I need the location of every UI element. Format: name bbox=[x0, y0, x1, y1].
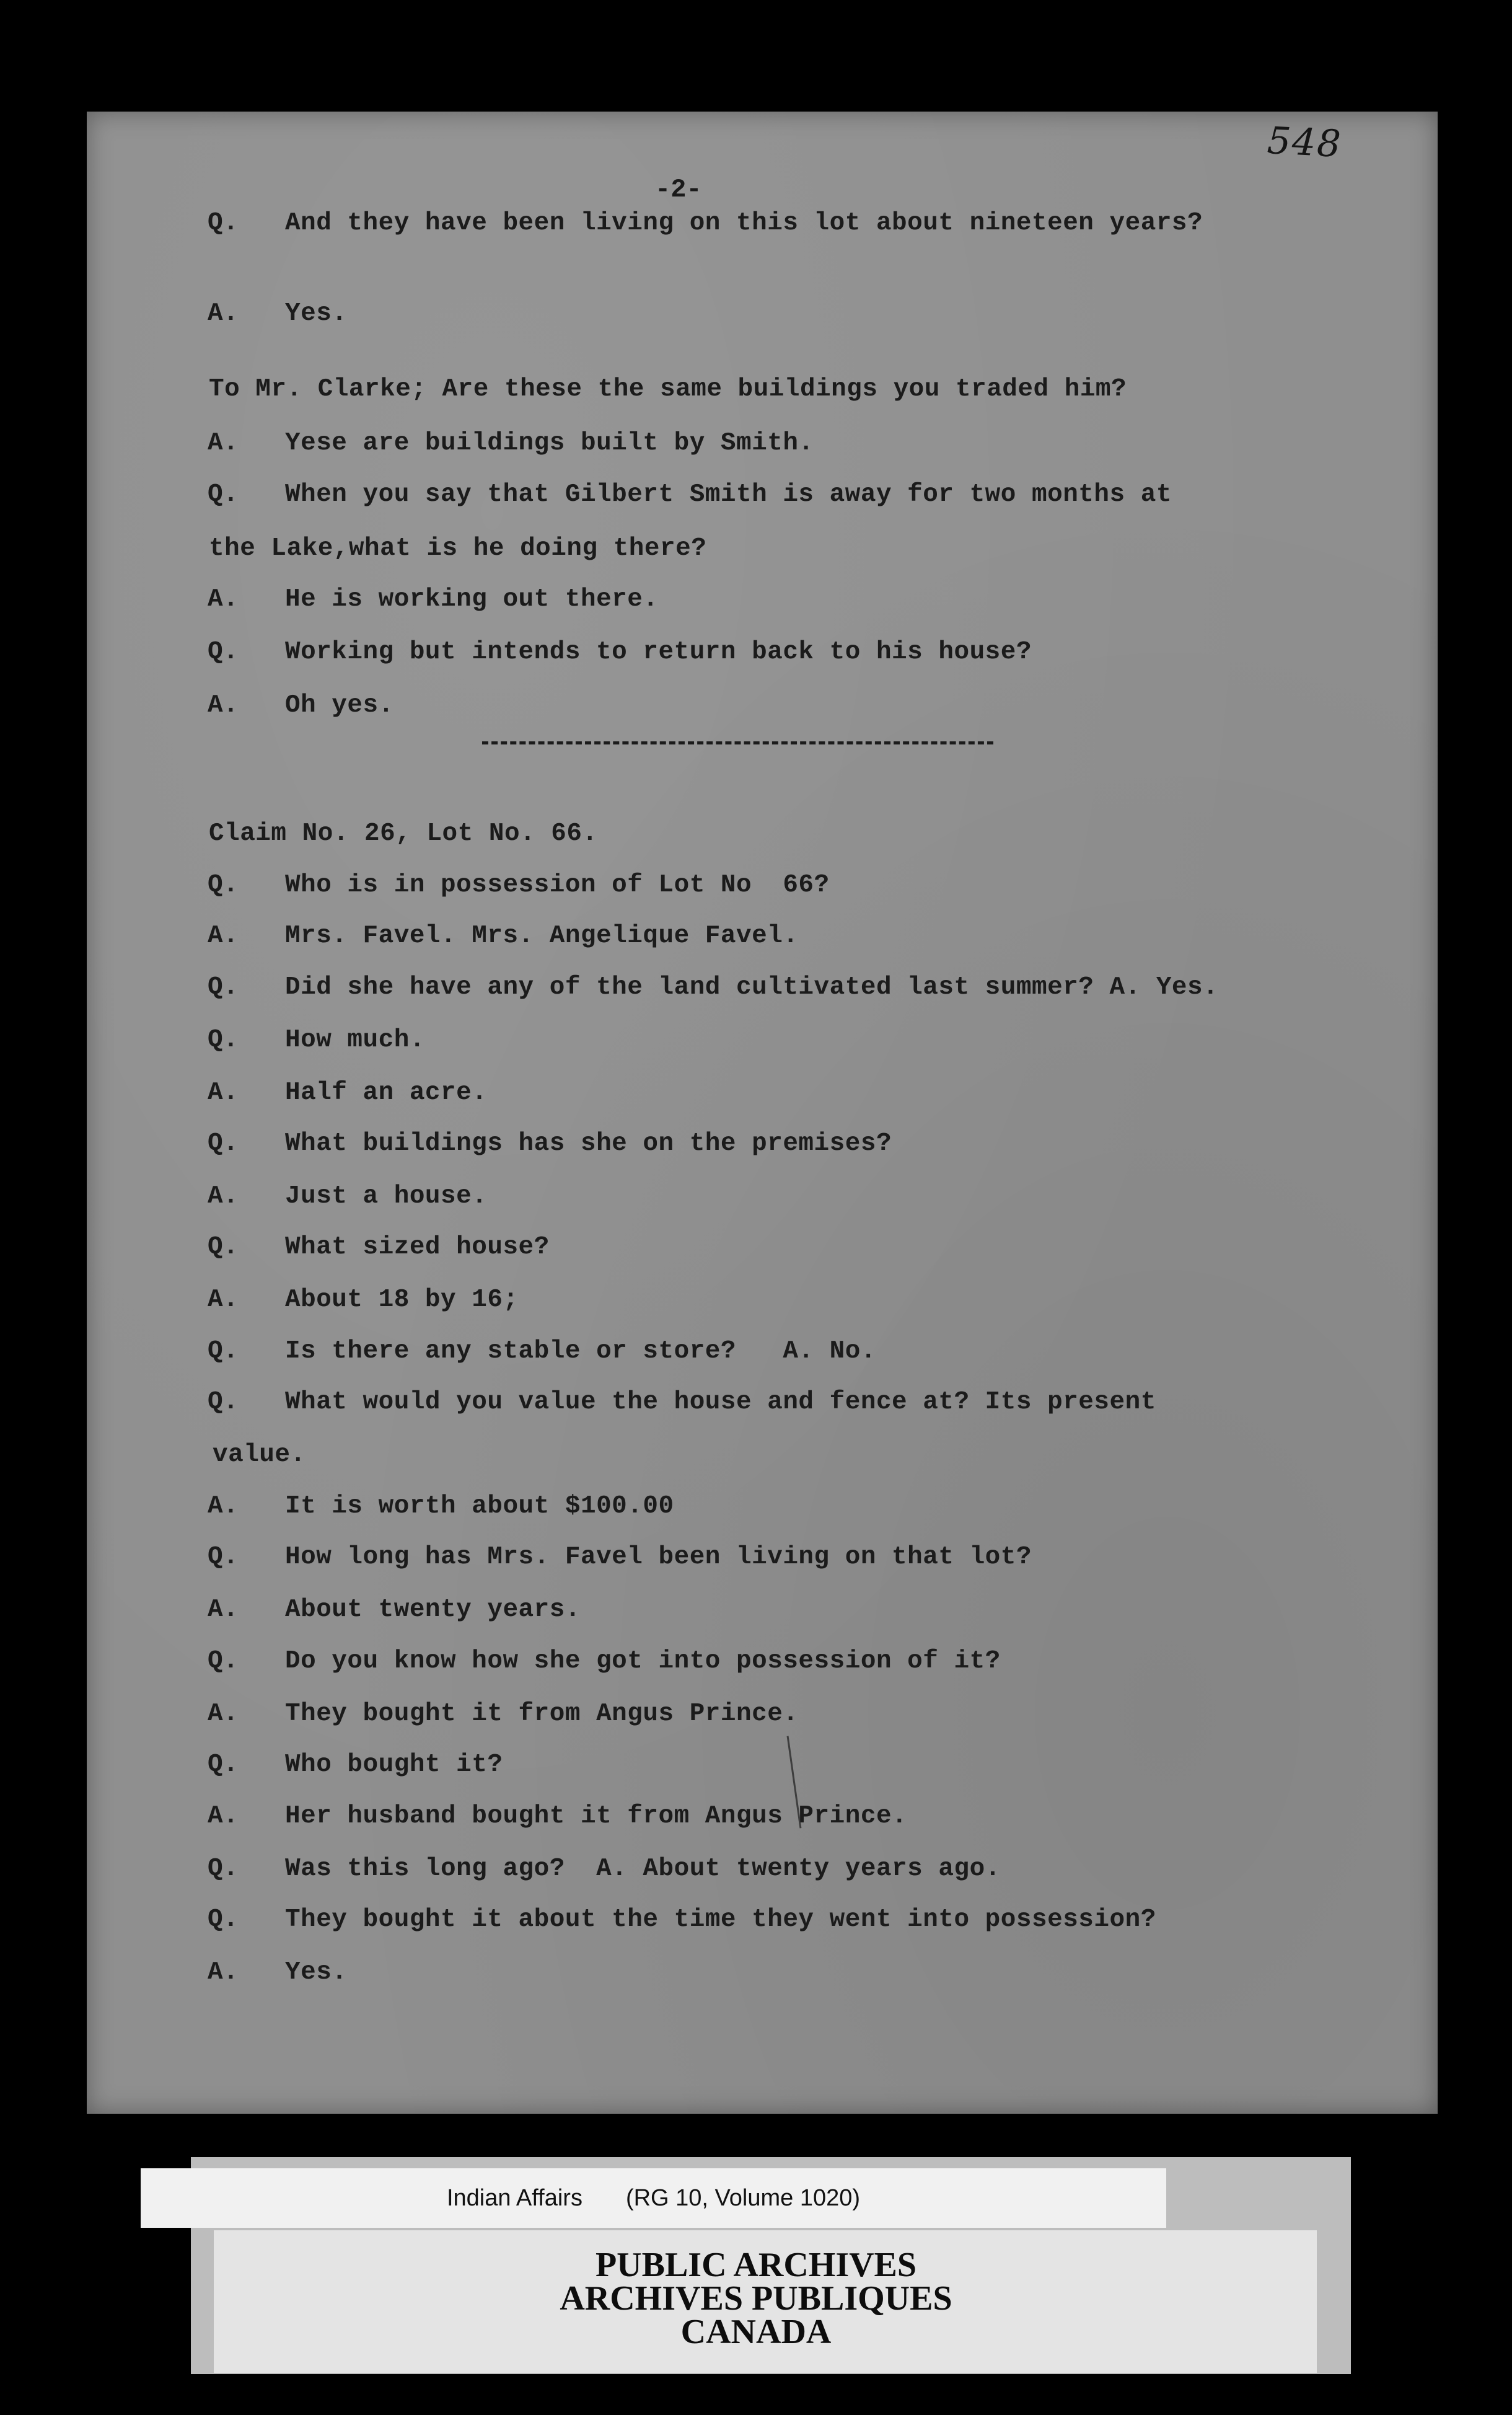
speaker-label: Q. bbox=[208, 1855, 239, 1883]
speaker-label: Q. bbox=[208, 1233, 239, 1261]
department-label: Indian Affairs bbox=[446, 2184, 582, 2211]
line-text: Claim No. 26, Lot No. 66. bbox=[209, 819, 598, 848]
line-text: Yese are buildings built by Smith. bbox=[285, 429, 814, 457]
line-text: How much. bbox=[285, 1026, 425, 1054]
speaker-label: Q. bbox=[208, 1543, 239, 1571]
line-text: He is working out there. bbox=[285, 585, 659, 614]
speaker-label: Q. bbox=[208, 1388, 239, 1416]
line-text: Half an acre. bbox=[285, 1079, 488, 1107]
line-text: They bought it about the time they went into possession? bbox=[285, 1905, 1156, 1934]
archives-line-3: CANADA bbox=[680, 2313, 832, 2351]
line-text: Did she have any of the land cultivated last summer? A. Yes. bbox=[285, 973, 1219, 1002]
speaker-label: A. bbox=[208, 429, 239, 457]
line-text: What sized house? bbox=[285, 1233, 550, 1261]
archives-line-1: PUBLIC ARCHIVES bbox=[595, 2246, 917, 2284]
line-text: Was this long ago? A. About twenty years ago. bbox=[285, 1855, 1001, 1883]
speaker-label: A. bbox=[208, 299, 239, 328]
speaker-label: A. bbox=[208, 585, 239, 614]
speaker-label: A. bbox=[208, 1596, 239, 1624]
speaker-label: Q. bbox=[208, 1337, 239, 1366]
line-text: Is there any stable or store? A. No. bbox=[285, 1337, 876, 1366]
archives-line-2: ARCHIVES PUBLIQUES bbox=[560, 2279, 952, 2318]
line-text: Her husband bought it from Angus Prince. bbox=[285, 1802, 908, 1830]
line-text: Who is in possession of Lot No 66? bbox=[285, 871, 830, 899]
transcript-line bbox=[209, 536, 706, 562]
line-text: When you say that Gilbert Smith is away for two months at bbox=[285, 480, 1172, 509]
line-text: Just a house. bbox=[285, 1182, 488, 1211]
transcript-line bbox=[209, 821, 598, 847]
line-text: What would you value the house and fence at? Its present bbox=[285, 1388, 1156, 1416]
transcript-line bbox=[213, 1442, 306, 1468]
line-text: Working but intends to return back to his house? bbox=[285, 638, 1032, 666]
speaker-label: Q. bbox=[208, 1026, 239, 1054]
speaker-label: A. bbox=[208, 1286, 239, 1314]
line-text: How long has Mrs. Favel been living on that lot? bbox=[285, 1543, 1032, 1571]
page-number: -2- bbox=[655, 175, 702, 205]
speaker-label: Q. bbox=[208, 480, 239, 509]
speaker-label: A. bbox=[208, 1700, 239, 1728]
line-text: Oh yes. bbox=[285, 691, 394, 720]
reference-label: (RG 10, Volume 1020) bbox=[625, 2184, 861, 2211]
speaker-label: A. bbox=[208, 1958, 239, 1987]
speaker-label: A. bbox=[208, 1182, 239, 1211]
speaker-label: Q. bbox=[208, 1647, 239, 1675]
speaker-label: Q. bbox=[208, 973, 239, 1002]
line-text: the Lake,what is he doing there? bbox=[209, 534, 707, 563]
line-text: About twenty years. bbox=[285, 1596, 581, 1624]
archive-reference-strip bbox=[141, 2168, 1166, 2228]
speaker-label: Q. bbox=[208, 1751, 239, 1779]
speaker-label: Q. bbox=[208, 209, 239, 237]
line-text: Who bought it? bbox=[285, 1751, 503, 1779]
line-text: It is worth about $100.00 bbox=[285, 1492, 674, 1521]
transcript-line bbox=[209, 377, 1127, 402]
speaker-label: A. bbox=[208, 691, 239, 720]
line-text: Mrs. Favel. Mrs. Angelique Favel. bbox=[285, 922, 799, 950]
line-text: What buildings has she on the premises? bbox=[285, 1129, 892, 1158]
speaker-label: A. bbox=[208, 1802, 239, 1830]
speaker-label: Q. bbox=[208, 1905, 239, 1934]
line-text: Do you know how she got into possession of it? bbox=[285, 1647, 1001, 1675]
line-text: Yes. bbox=[285, 1958, 348, 1987]
line-text: Yes. bbox=[285, 299, 348, 328]
speaker-label: A. bbox=[208, 922, 239, 950]
speaker-label: Q. bbox=[208, 1129, 239, 1158]
folio-number: 548 bbox=[1266, 118, 1343, 167]
speaker-label: Q. bbox=[208, 638, 239, 666]
speaker-label: Q. bbox=[208, 871, 239, 899]
line-text: They bought it from Angus Prince. bbox=[285, 1700, 799, 1728]
line-text: value. bbox=[213, 1441, 306, 1469]
line-text: About 18 by 16; bbox=[285, 1286, 519, 1314]
line-text: And they have been living on this lot about nineteen years? bbox=[285, 209, 1203, 237]
speaker-label: A. bbox=[208, 1079, 239, 1107]
speaker-label: A. bbox=[208, 1492, 239, 1521]
line-text: To Mr. Clarke; Are these the same buildings you traded him? bbox=[209, 375, 1127, 404]
section-divider bbox=[482, 741, 993, 744]
